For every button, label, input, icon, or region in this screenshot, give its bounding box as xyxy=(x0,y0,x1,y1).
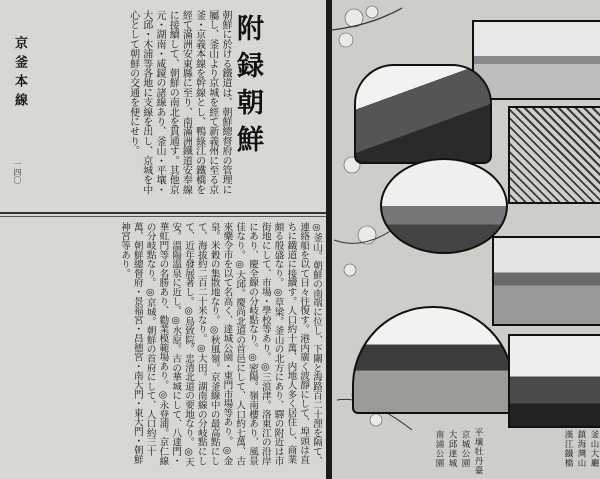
page-heading: 附録朝鮮 xyxy=(232,14,263,162)
station-text: ◎釜山。朝鮮の南端に位し、下關と海路百二十浬を隔て、連絡船を以て日々往復す。港内廣く波靜にして、埠頭は直ちに鐵道に接續す。人口約十萬、内地人多く居住し、商業頗る殷盛なり。◎草梁。釜山の北方にあり、驛の附近は市街地にして、市場・學校等あり。◎三浪津。洛東江の沿岸にあり、慶全線の分岐點なり。◎密陽。嶺南樓あり、風景佳なり。◎大邱。慶尚北道の首邑にして、人口約七萬、古來藥令市を以て名高く、達城公園・東門市場等あり。◎金泉。米穀の集散地なり。◎秋風嶺。京釜線中の最高點にして、海拔約二百二十米なり。◎大田。湖南線の分岐點にして、近年發展著し。◎鳥致院。忠清北道の要地なり。◎天安。溫陽溫泉に近し。◎水原。古の華城にして、八達門・華虹門等の名勝あり、勸業模範場あり。◎永登浦。京仁線の分岐點なり。◎京城。朝鮮の首府にして、人口約三十萬、朝鮮總督府・景福宮・昌德宮・南大門・東大門・朝鮮神宮等あり。 xyxy=(119,222,322,467)
caption: 鎮海灣山 xyxy=(576,430,586,468)
photo-pavilion xyxy=(380,158,508,254)
section-title: 京釜本線 xyxy=(12,36,27,112)
divider-rule-thin xyxy=(0,216,326,217)
caption: 平壤牡丹臺 xyxy=(473,428,483,476)
photo-harbor xyxy=(472,20,600,100)
caption: 釜山大廳 xyxy=(589,430,599,468)
photo-hillside xyxy=(354,64,492,164)
photo-railway xyxy=(492,236,600,326)
caption: 南浦公園 xyxy=(434,430,444,468)
right-page xyxy=(332,0,600,479)
photo-iron-bridge xyxy=(508,106,600,204)
photo-mountains xyxy=(508,334,600,428)
page-number: 一四〇 xyxy=(13,160,22,184)
intro-text: 朝鮮に於ける鐵道は、朝鮮總督府の管理に屬し、釜山より京城を經て新義州に至る京釜・京義本線を幹線とし、鴨綠江の鐵橋を經て滿洲安東縣に至り、南滿洲鐵道安奉線に接續して、朝鮮の南北を貫通す。其他京元・湖南・咸鏡の諸線あり、釜山・平壤・大邱・木浦等各地に支線を出し、京城を中心として朝鮮の交通を便にせり。 xyxy=(127,10,231,195)
caption: 京城公園 xyxy=(460,430,470,468)
caption: 漢江鐵橋 xyxy=(563,430,573,468)
caption: 大邱達城 xyxy=(447,430,457,468)
divider-rule xyxy=(0,212,326,214)
